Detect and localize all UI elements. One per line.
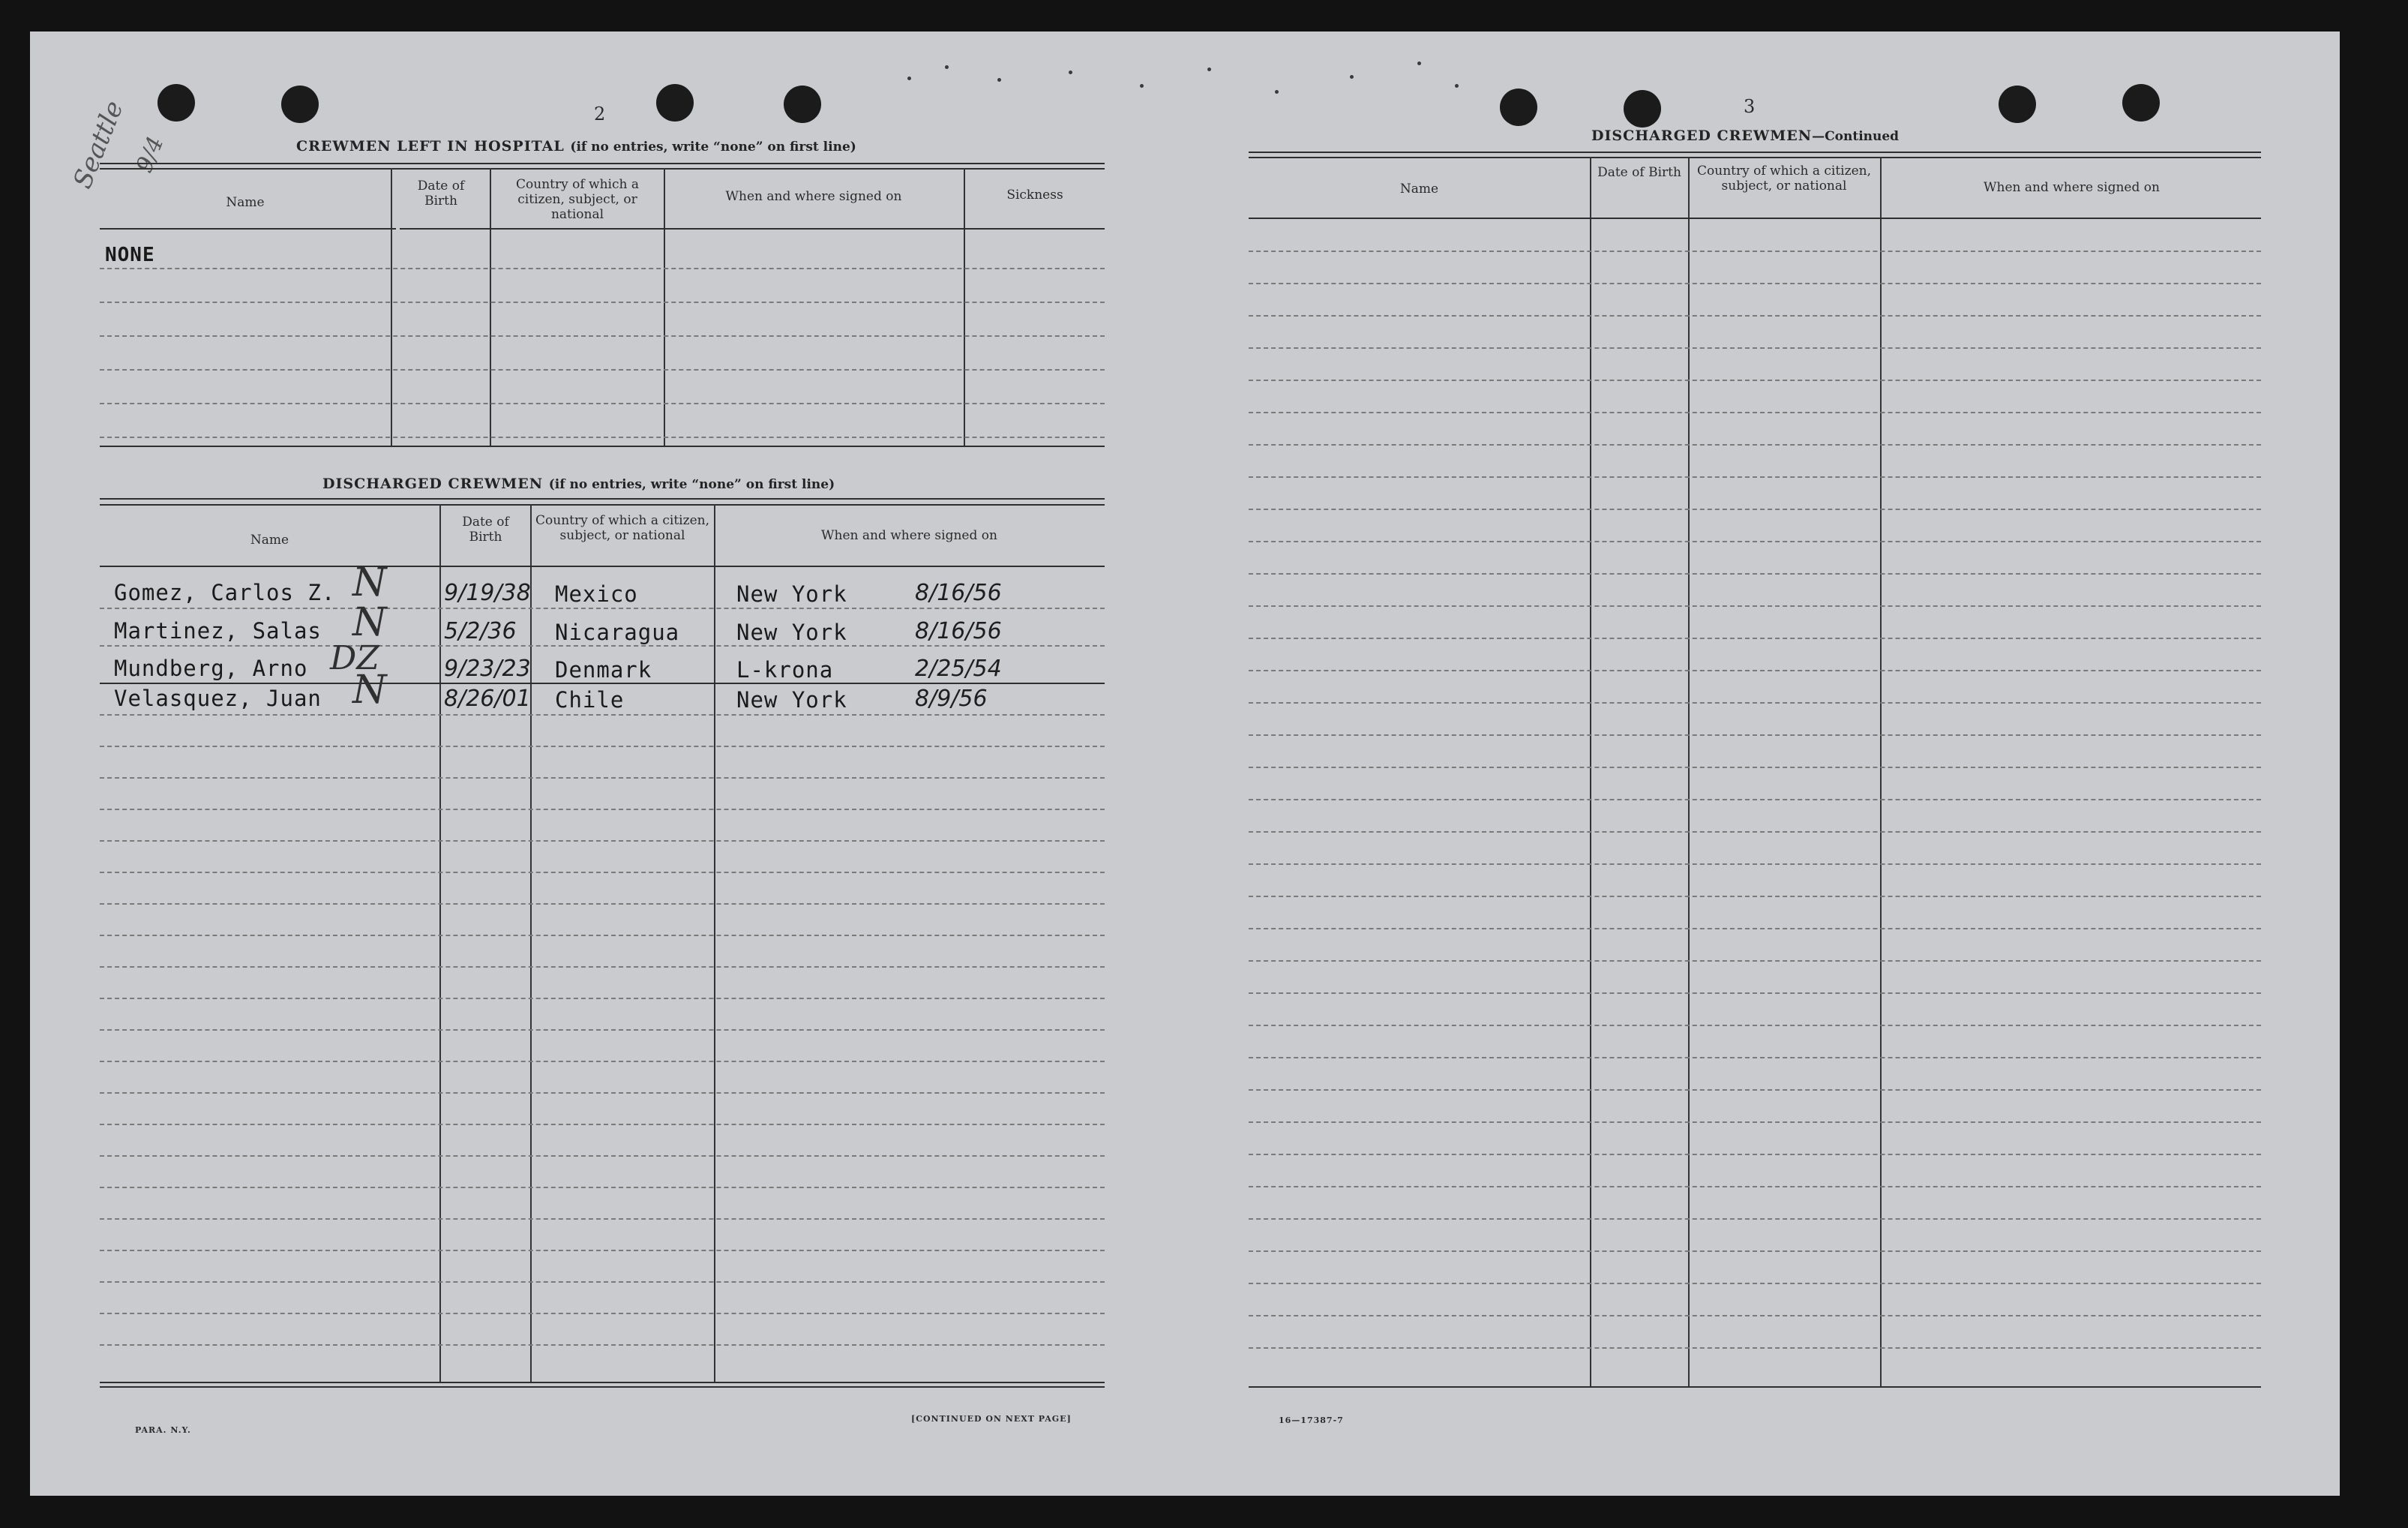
- crew-name: Velasquez, Juan: [114, 686, 322, 711]
- handwritten-mark: DZ: [330, 639, 379, 677]
- col-header-name: Name: [1399, 182, 1439, 197]
- crew-name: Martinez, Salas: [114, 618, 322, 644]
- page-number: 2: [594, 104, 606, 125]
- page-number: 3: [1744, 96, 1756, 117]
- punch-hole: [281, 86, 319, 123]
- col-header-country: Country of which a citizen, subject, or national: [516, 177, 639, 222]
- crew-name: Mundberg, Arno: [114, 656, 308, 681]
- col-header-dob: Date of Birth: [1597, 165, 1681, 180]
- hospital-entry: NONE: [105, 244, 155, 266]
- col-header-signed-on: When and where signed on: [821, 528, 997, 543]
- document-sheet: [30, 32, 2340, 1496]
- handwritten-mark: N: [352, 560, 387, 605]
- col-header-name: Name: [226, 195, 265, 210]
- crew-country: Mexico: [555, 581, 638, 607]
- col-header-name: Name: [250, 533, 289, 548]
- col-header-country: Country of which a citizen, subject, or national: [1697, 164, 1871, 194]
- crew-country: Nicaragua: [555, 620, 680, 645]
- crew-dob: 8/26/01: [444, 686, 531, 712]
- signed-date: 8/16/56: [915, 580, 1002, 606]
- crew-country: Chile: [555, 687, 625, 713]
- col-header-country: Country of which a citizen, subject, or national: [535, 513, 709, 543]
- signed-date: 2/25/54: [915, 656, 1002, 682]
- col-header-signed-on: When and where signed on: [1984, 180, 2160, 195]
- punch-hole: [2122, 84, 2160, 122]
- col-header-dob: Date of Birth: [417, 179, 465, 209]
- signed-place: New York: [736, 620, 847, 645]
- handwritten-mark: N: [352, 600, 387, 645]
- signed-date: 8/9/56: [915, 686, 988, 712]
- section-title-discharged-continued: DISCHARGED CREWMEN—Continued: [1591, 128, 1900, 144]
- pencil-note: 9/4: [131, 133, 169, 177]
- punch-hole: [1500, 89, 1537, 126]
- crew-dob: 5/2/36: [444, 618, 517, 644]
- punch-hole: [1624, 90, 1661, 128]
- signed-place: New York: [736, 581, 847, 607]
- pencil-note: Seattle: [67, 96, 130, 193]
- punch-hole: [1999, 86, 2036, 123]
- punch-hole: [784, 86, 821, 123]
- crew-country: Denmark: [555, 657, 652, 683]
- section-title-discharged: DISCHARGED CREWMEN (if no entries, write “none” on first line): [322, 476, 835, 492]
- printer-imprint: PARA. N.Y.: [135, 1425, 191, 1435]
- punch-hole: [157, 84, 195, 122]
- continued-note: [CONTINUED ON NEXT PAGE]: [911, 1414, 1072, 1424]
- signed-place: New York: [736, 687, 847, 713]
- col-header-signed-on: When and where signed on: [725, 189, 902, 204]
- col-header-sickness: Sickness: [1006, 188, 1063, 203]
- form-number: 16—17387-7: [1279, 1415, 1344, 1425]
- crew-name: Gomez, Carlos Z.: [114, 580, 336, 605]
- signed-place: L-krona: [736, 657, 834, 683]
- signed-date: 8/16/56: [915, 618, 1002, 644]
- col-header-dob: Date of Birth: [462, 515, 509, 545]
- punch-hole: [656, 84, 694, 122]
- section-title-hospital: CREWMEN LEFT IN HOSPITAL (if no entries, write “none” on first line): [296, 138, 856, 155]
- handwritten-mark: N: [352, 668, 387, 713]
- crew-dob: 9/19/38: [444, 580, 531, 606]
- crew-dob: 9/23/23: [444, 656, 531, 682]
